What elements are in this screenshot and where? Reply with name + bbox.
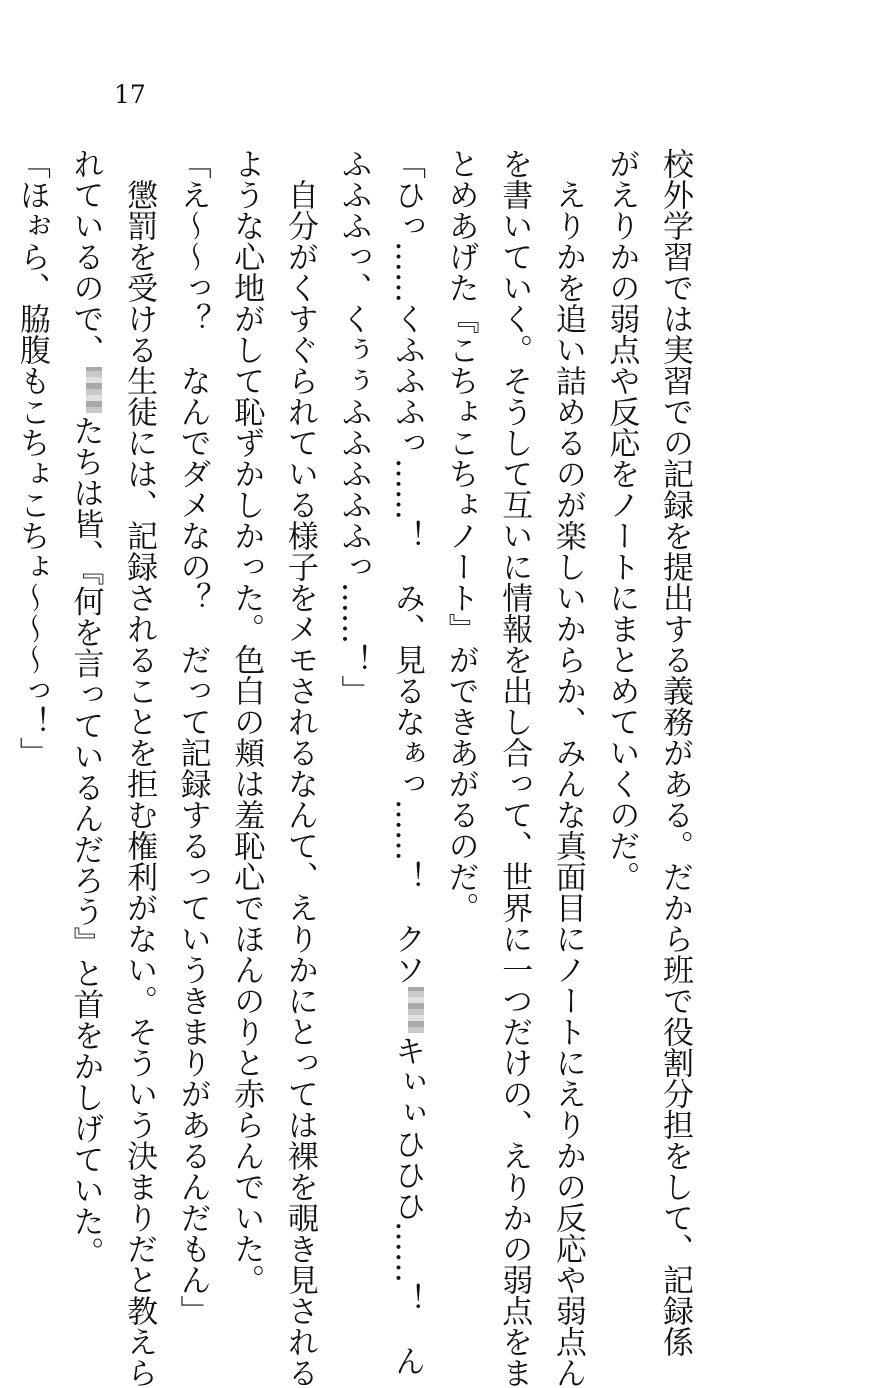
text-column: ふふふっ、くぅぅふふふふふっ……！」 [335,148,372,706]
text-column: を書いていく。そうして互いに情報を出し合って、世界に一つだけの、えりかの弱点をま [496,148,533,1388]
text-column: とめあげた『こちょこちょノート』ができあがるのだ。 [442,148,479,923]
censor-mosaic [408,987,424,1033]
text-column: 校外学習では実習での記録を提出する義務がある。だから班で役割分担をして、記録係 [657,148,693,1357]
text-column: えりかを追い詰めるのが楽しいからか、みんな真面目にノートにえりかの反応や弱点ん [549,148,586,1388]
text-column: 「え～～っ？ なんでダメなの？ だって記録するっていうきまりがあるんだもん」 [174,148,211,1326]
text-column: がえりかの弱点や反応をノートにまとめていくのだ。 [603,148,640,892]
text-column: れているので、たちは皆、『何を言っているんだろう』と首をかしげていた。 [67,148,104,1268]
text-column: 「ひっ……くふふふっ……！ み、見るなぁっ……！ クソキぃぃひひひ……！ ん [389,148,426,1376]
text-column [0,148,1,1108]
text-column: 「ほぉら、脇腹もこちょこちょ～～～っ！」 [13,148,50,768]
text-column: 自分がくすぐられている様子をメモされるなんて、えりかにとっては裸を覗き見される [281,148,318,1388]
text-column: 懲罰を受ける生徒には、記録されることを拒む権利がない。そういう決まりだと教えら [121,148,158,1388]
censor-mosaic [86,367,102,413]
vertical-text-body [0,148,698,1388]
page-number: 17 [114,80,146,109]
text-column: ような心地がして恥ずかしかった。色白の頬は羞恥心でほんのりと赤らんでいた。 [228,148,265,1295]
